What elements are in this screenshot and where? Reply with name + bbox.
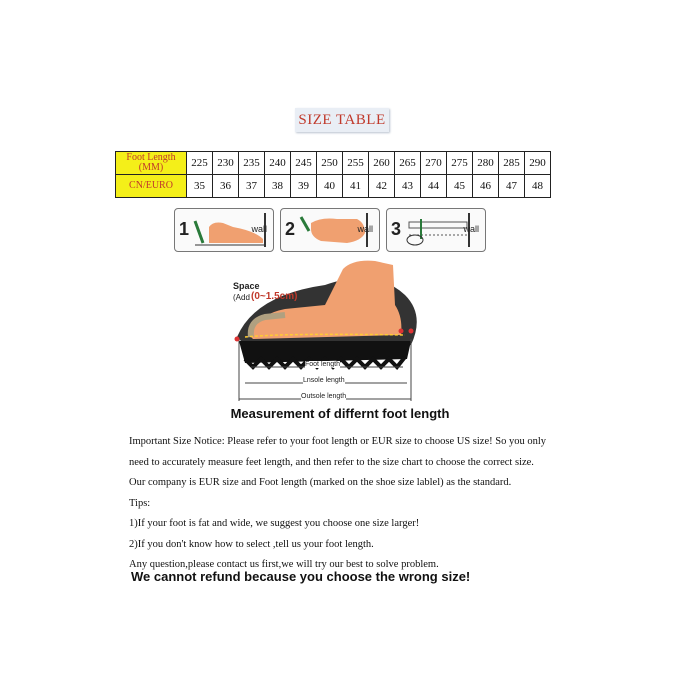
notice-tip-2: 2)If you don't know how to select ,tell us your foot length. [129, 538, 374, 550]
foot-length-cell: 270 [421, 152, 447, 175]
size-table-title: SIZE TABLE [295, 108, 389, 132]
space-add-label: (Add [233, 293, 250, 302]
size-notice [129, 432, 569, 576]
foot-length-header [116, 152, 187, 175]
measurement-steps [174, 208, 486, 252]
cn-euro-cell: 48 [525, 175, 551, 198]
cn-euro-cell: 40 [317, 175, 343, 198]
notice-tip-1: 1)If your foot is fat and wide, we suggest you choose one size larger! [129, 518, 420, 529]
space-label: Space [233, 281, 260, 291]
foot-length-cell: 260 [369, 152, 395, 175]
foot-length-cell: 230 [213, 152, 239, 175]
foot-length-cell: 240 [265, 152, 291, 175]
notice-contact: Any question,please contact us first,we will try our best to solve problem. [129, 559, 439, 570]
foot-length-cell: 225 [187, 152, 213, 175]
cn-euro-cell: 43 [395, 175, 421, 198]
foot-length-cell: 280 [473, 152, 499, 175]
foot-length-row [116, 152, 551, 175]
step-3-number: 3 [391, 219, 402, 239]
foot-length-cell: 255 [343, 152, 369, 175]
cn-euro-cell: 46 [473, 175, 499, 198]
foot-length-cell: 285 [499, 152, 525, 175]
cn-euro-cell: 35 [187, 175, 213, 198]
cn-euro-cell: 38 [265, 175, 291, 198]
cn-euro-cell: 41 [343, 175, 369, 198]
foot-length-cell: 290 [525, 152, 551, 175]
step-2-panel [280, 208, 380, 252]
step-3-wall-label: wall [463, 224, 479, 234]
insole-length-label: Lnsole length [303, 377, 345, 384]
step-1-number: 1 [179, 219, 190, 239]
step-2-number: 2 [285, 219, 296, 239]
foot-measurement-diagram [225, 255, 435, 405]
foot-length-header-line2: (MM) [138, 162, 164, 173]
foot-length-cell: 275 [447, 152, 473, 175]
measurement-title: Measurement of differnt foot length [230, 406, 450, 421]
step-3-panel [386, 208, 486, 252]
notice-line-1: Important Size Notice: Please refer to your foot length or EUR size to choose US size! So you only [129, 436, 546, 447]
foot-length-cell: 245 [291, 152, 317, 175]
cn-euro-cell: 45 [447, 175, 473, 198]
notice-line-3: Our company is EUR size and Foot length (marked on the shoe size lablel) as the standard. [129, 477, 512, 488]
notice-line-2: need to accurately measure feet length, and then refer to the size chart to choose the correct size. [129, 456, 534, 468]
cn-euro-cell: 37 [239, 175, 265, 198]
notice-tips-heading: Tips: [129, 497, 151, 509]
step-1-wall-label: wall [251, 224, 267, 234]
cn-euro-cell: 47 [499, 175, 525, 198]
foot-length-cell: 265 [395, 152, 421, 175]
cn-euro-row [116, 175, 551, 198]
foot-length-label: Foot length [305, 361, 341, 368]
refund-warning: We cannot refund because you choose the wrong size! [131, 569, 471, 584]
outsole-length-label: Outsole length [301, 393, 347, 400]
cn-euro-header: CN/EURO [116, 175, 187, 198]
cn-euro-cell: 44 [421, 175, 447, 198]
foot-length-cell: 250 [317, 152, 343, 175]
foot-length-cell: 235 [239, 152, 265, 175]
step-2-wall-label: wall [357, 224, 373, 234]
cn-euro-cell: 36 [213, 175, 239, 198]
foot-length-header-line1: Foot Length [126, 152, 176, 163]
cn-euro-cell: 39 [291, 175, 317, 198]
step-1-panel [174, 208, 274, 252]
space-range-label: (0~1.5cm) [251, 291, 298, 302]
size-table [115, 151, 551, 198]
cn-euro-cell: 42 [369, 175, 395, 198]
